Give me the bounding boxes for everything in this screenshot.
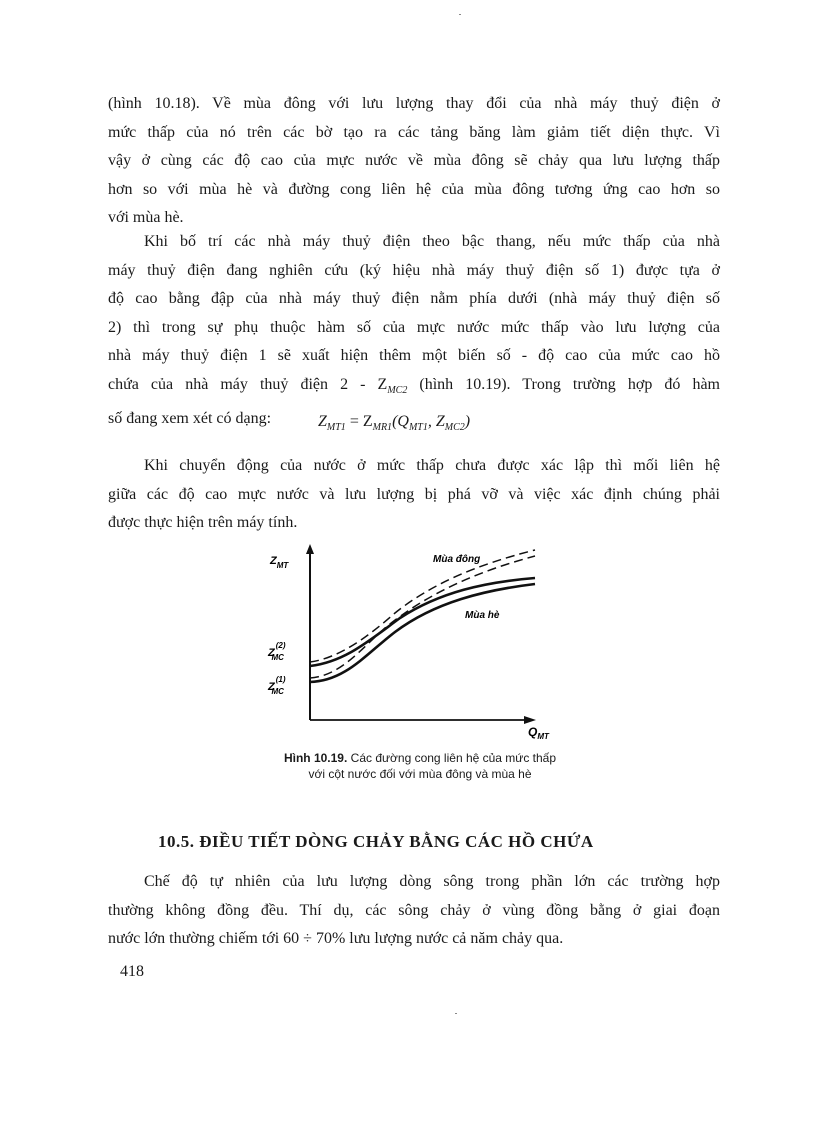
y-axis-label: $Z_{MT}$ <box>270 555 289 570</box>
formula-eq: = Z <box>345 413 373 430</box>
paragraph-3 <box>108 452 720 538</box>
formula-lhs-sub: MT1 <box>326 422 346 434</box>
paragraph-4 <box>108 868 720 954</box>
formula <box>318 413 470 433</box>
caption-line-2: với cột nước đối với mùa đông và mùa hè <box>308 767 532 781</box>
tick-zmc1-label: $Z^{(1)}$ MC <box>268 675 286 696</box>
formula-close: ) <box>464 413 471 430</box>
formula-comma: , Z <box>427 413 445 430</box>
subscript: MC2 <box>387 384 408 396</box>
figure-caption <box>200 750 640 782</box>
text-line: số đang xem xét có dạng: <box>108 410 272 428</box>
text-line: hơn so với mùa hè và đường cong liên hệ của mùa đông tương ứng cao hơn so <box>108 180 720 198</box>
section-heading: 10.5. ĐIỀU TIẾT DÒNG CHẢY BẰNG CÁC HỒ CHỨA <box>158 832 594 851</box>
paragraph-2 <box>108 228 720 434</box>
page-number: 418 <box>120 963 144 980</box>
text-line: độ cao bằng đập của nhà máy thuỷ điện nằm phía dưới (nhà máy thuỷ điện số <box>108 290 720 307</box>
text-line: thường không đồng đều. Thí dụ, các sông chảy ở vùng đồng bằng ở giai đoạn <box>108 901 720 919</box>
text-segment: chứa của nhà máy thuỷ điện 2 - Z <box>108 375 388 393</box>
text-line: được thực hiện trên máy tính. <box>108 514 298 531</box>
paragraph-1 <box>108 90 720 233</box>
y-axis-arrow <box>306 544 314 554</box>
summer-label: Mùa hè <box>465 610 500 621</box>
text-line: vậy ở cùng các độ cao của mực nước về mùa đông sẽ chảy qua lưu lượng thấp <box>108 152 720 169</box>
text-line: (hình 10.18). Về mùa đông với lưu lượng thay đổi của nhà máy thuỷ điện ở <box>108 95 720 112</box>
text-line: mức thấp của nó trên các bờ tạo ra các tảng băng làm giảm tiết diện thực. Vì <box>108 123 720 141</box>
caption-text: Các đường cong liên hệ của mức thấp <box>347 751 557 765</box>
formula-z-sub: MC2 <box>444 422 465 434</box>
formula-q-sub: MT1 <box>408 422 428 434</box>
winter-curve-lower <box>310 556 535 678</box>
summer-curve-upper <box>310 578 535 666</box>
text-line: máy thuỷ điện đang nghiên cứu (ký hiệu nhà máy thuỷ điện số 1) được tựa ở <box>108 261 720 279</box>
text-line: nước lớn thường chiếm tới 60 ÷ 70% lưu lượng nước cả năm chảy qua. <box>108 930 564 947</box>
winter-label: Mùa đông <box>433 554 481 565</box>
caption-line-1 <box>200 750 640 766</box>
formula-lhs: Z <box>318 413 327 430</box>
scan-speck <box>459 14 461 15</box>
formula-f-sub: MR1 <box>372 422 393 434</box>
text-line: với mùa hè. <box>108 209 184 226</box>
text-line: Khi bố trí các nhà máy thuỷ điện theo bậc thang, nếu mức thấp của nhà <box>144 233 720 250</box>
text-line <box>108 371 720 406</box>
figure-10-19 <box>260 540 560 740</box>
text-line: Khi chuyển động của nước ở mức thấp chưa được xác lập thì mối liên hệ <box>144 457 720 474</box>
summer-curve-lower <box>310 584 535 682</box>
text-line: 2) thì trong sự phụ thuộc hàm số của mực nước mức thấp vào lưu lượng của <box>108 318 720 336</box>
x-axis-arrow <box>524 716 536 724</box>
tick-zmc2-label: $Z^{(2)}$ MC <box>268 641 286 662</box>
scan-speck <box>455 1013 457 1014</box>
caption-number: Hình 10.19. <box>283 751 348 765</box>
formula-open: (Q <box>392 413 409 430</box>
text-segment: (hình 10.19). Trong trường hợp đó hàm <box>407 375 721 393</box>
x-axis-label: $Q_{MT}$ <box>528 725 549 740</box>
text-line: nhà máy thuỷ điện 1 sẽ xuất hiện thêm một biến số - độ cao của mức cao hồ <box>108 347 720 364</box>
text-line: Chế độ tự nhiên của lưu lượng dòng sông trong phần lớn các trường hợp <box>144 873 720 890</box>
text-line: giữa các độ cao mực nước và lưu lượng bị phá vỡ và việc xác định chúng phải <box>108 485 720 503</box>
